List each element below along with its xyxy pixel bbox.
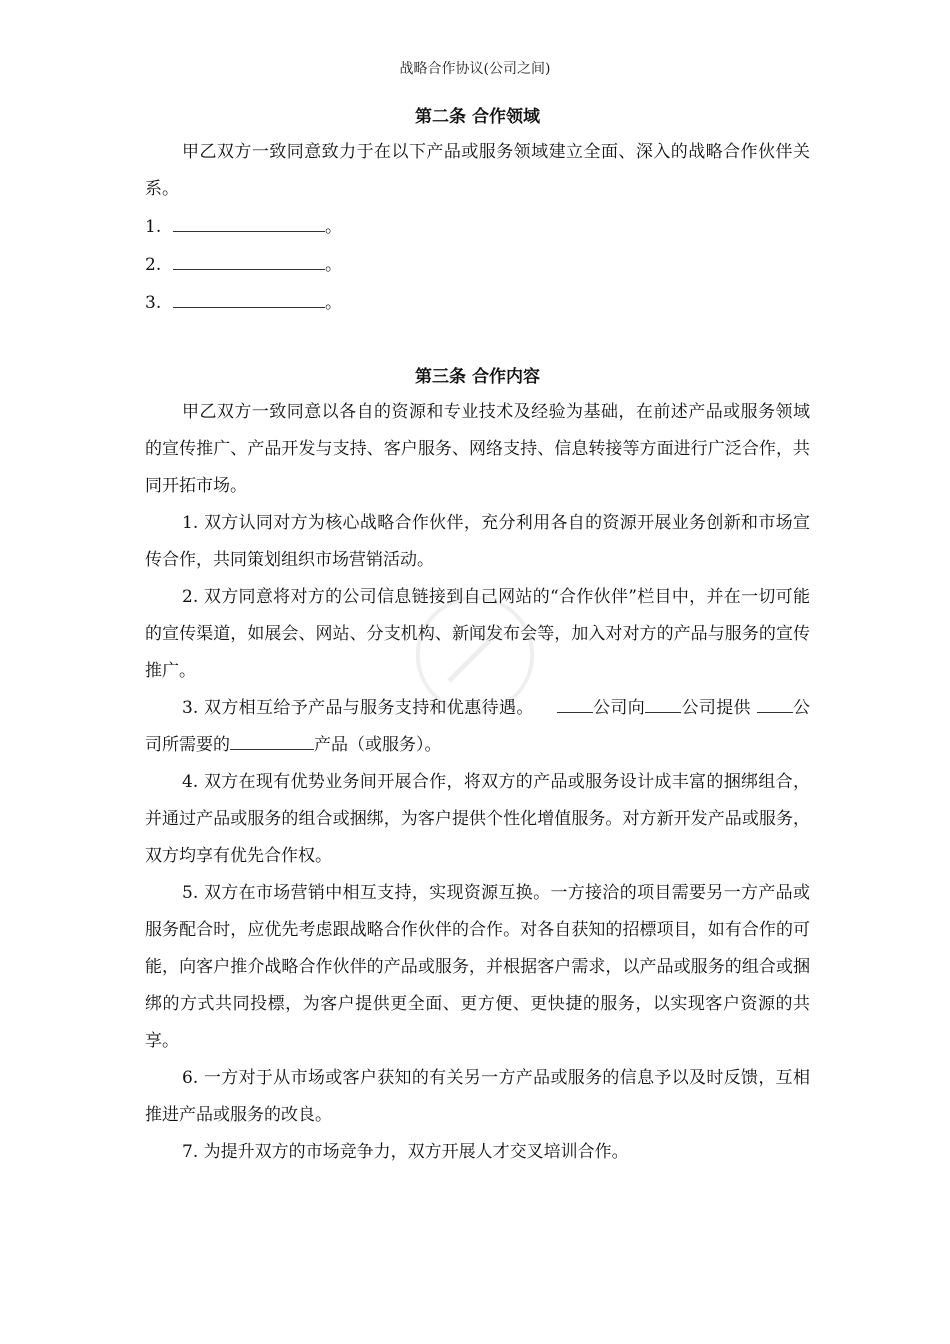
- article2-list: [145, 208, 810, 322]
- blank-field: [173, 255, 325, 270]
- clause-3-lead: 3. 双方相互给予产品与服务支持和优惠待遇。: [182, 698, 534, 718]
- clause-7: 7. 为提升双方的市场竞争力，双方开展人才交叉培训合作。: [182, 1142, 629, 1162]
- clause-3-part-d: 产品（或服务）。: [314, 735, 442, 755]
- list-number: 2.: [145, 255, 162, 275]
- list-item: [145, 246, 810, 284]
- article2-intro: 甲乙双方一致同意致力于在以下产品或服务领域建立全面、深入的战略合作伙伴关系。: [145, 142, 810, 199]
- clause-2: 2. 双方同意将对方的公司信息链接到自己网站的“合作伙伴”栏目中，并在一切可能的宣传渠道，如展会、网站、分支机构、新闻发布会等，加入对对方的产品与服务的宣传推广。: [145, 587, 810, 681]
- list-item: [145, 208, 810, 246]
- clause-6: 6. 一方对于从市场或客户获知的有关另一方产品或服务的信息予以及时反馈，互相推进产品或服务的改良。: [145, 1068, 810, 1125]
- clause-5: 5. 双方在市场营销中相互支持，实现资源互换。一方接洽的项目需要另一方产品或服务配合时，应优先考虑跟战略合作伙伴的合作。对各自获知的招標项目，如有合作的可能，向客户推介战略合作伙伴的产品或服务，并根据客户需求，以产品或服务的组合或捆绑的方式共同投標，为客户提供更全面、更方便、更快捷的服务，以实现客户资源的共享。: [145, 883, 810, 1051]
- blank-field: [645, 698, 681, 713]
- list-end: 。: [325, 217, 342, 237]
- list-end: 。: [325, 255, 342, 275]
- list-end: 。: [325, 293, 342, 313]
- article3-intro: 甲乙双方一致同意以各自的资源和专业技术及经验为基础，在前述产品或服务领域的宣传推广、产品开发与支持、客户服务、网络支持、信息转接等方面进行广泛合作，共同开拓市场。: [145, 402, 810, 496]
- article2-heading: 第二条 合作领域: [415, 107, 540, 127]
- clause-3-part-a: 公司向: [592, 698, 646, 718]
- list-item: [145, 284, 810, 322]
- blank-field: [557, 698, 593, 713]
- blank-field: [230, 735, 314, 750]
- clause-3-part-c: 公司所需要的: [145, 698, 811, 755]
- running-header: 战略合作协议(公司之间): [399, 61, 551, 77]
- clause-4: 4. 双方在现有优势业务间开展合作，将双方的产品或服务设计成丰富的捆绑组合，并通过产品或服务的组合或捆绑，为客户提供个性化增值服务。对方新开发产品或服务，双方均享有优先合作权。: [145, 772, 810, 866]
- clause-3-part-b: 公司提供: [681, 698, 751, 718]
- blank-field: [173, 293, 325, 308]
- clause-1: 1. 双方认同对方为核心战略合作伙伴，充分利用各自的资源开展业务创新和市场宣传合作，共同策划组织市场营销活动。: [145, 513, 810, 570]
- document-body: [145, 100, 810, 1171]
- blank-field: [173, 217, 325, 232]
- list-number: 1.: [145, 217, 162, 237]
- clause-3: [145, 690, 810, 764]
- blank-field: [757, 698, 793, 713]
- list-number: 3.: [145, 293, 162, 313]
- article3-heading: 第三条 合作内容: [415, 367, 540, 387]
